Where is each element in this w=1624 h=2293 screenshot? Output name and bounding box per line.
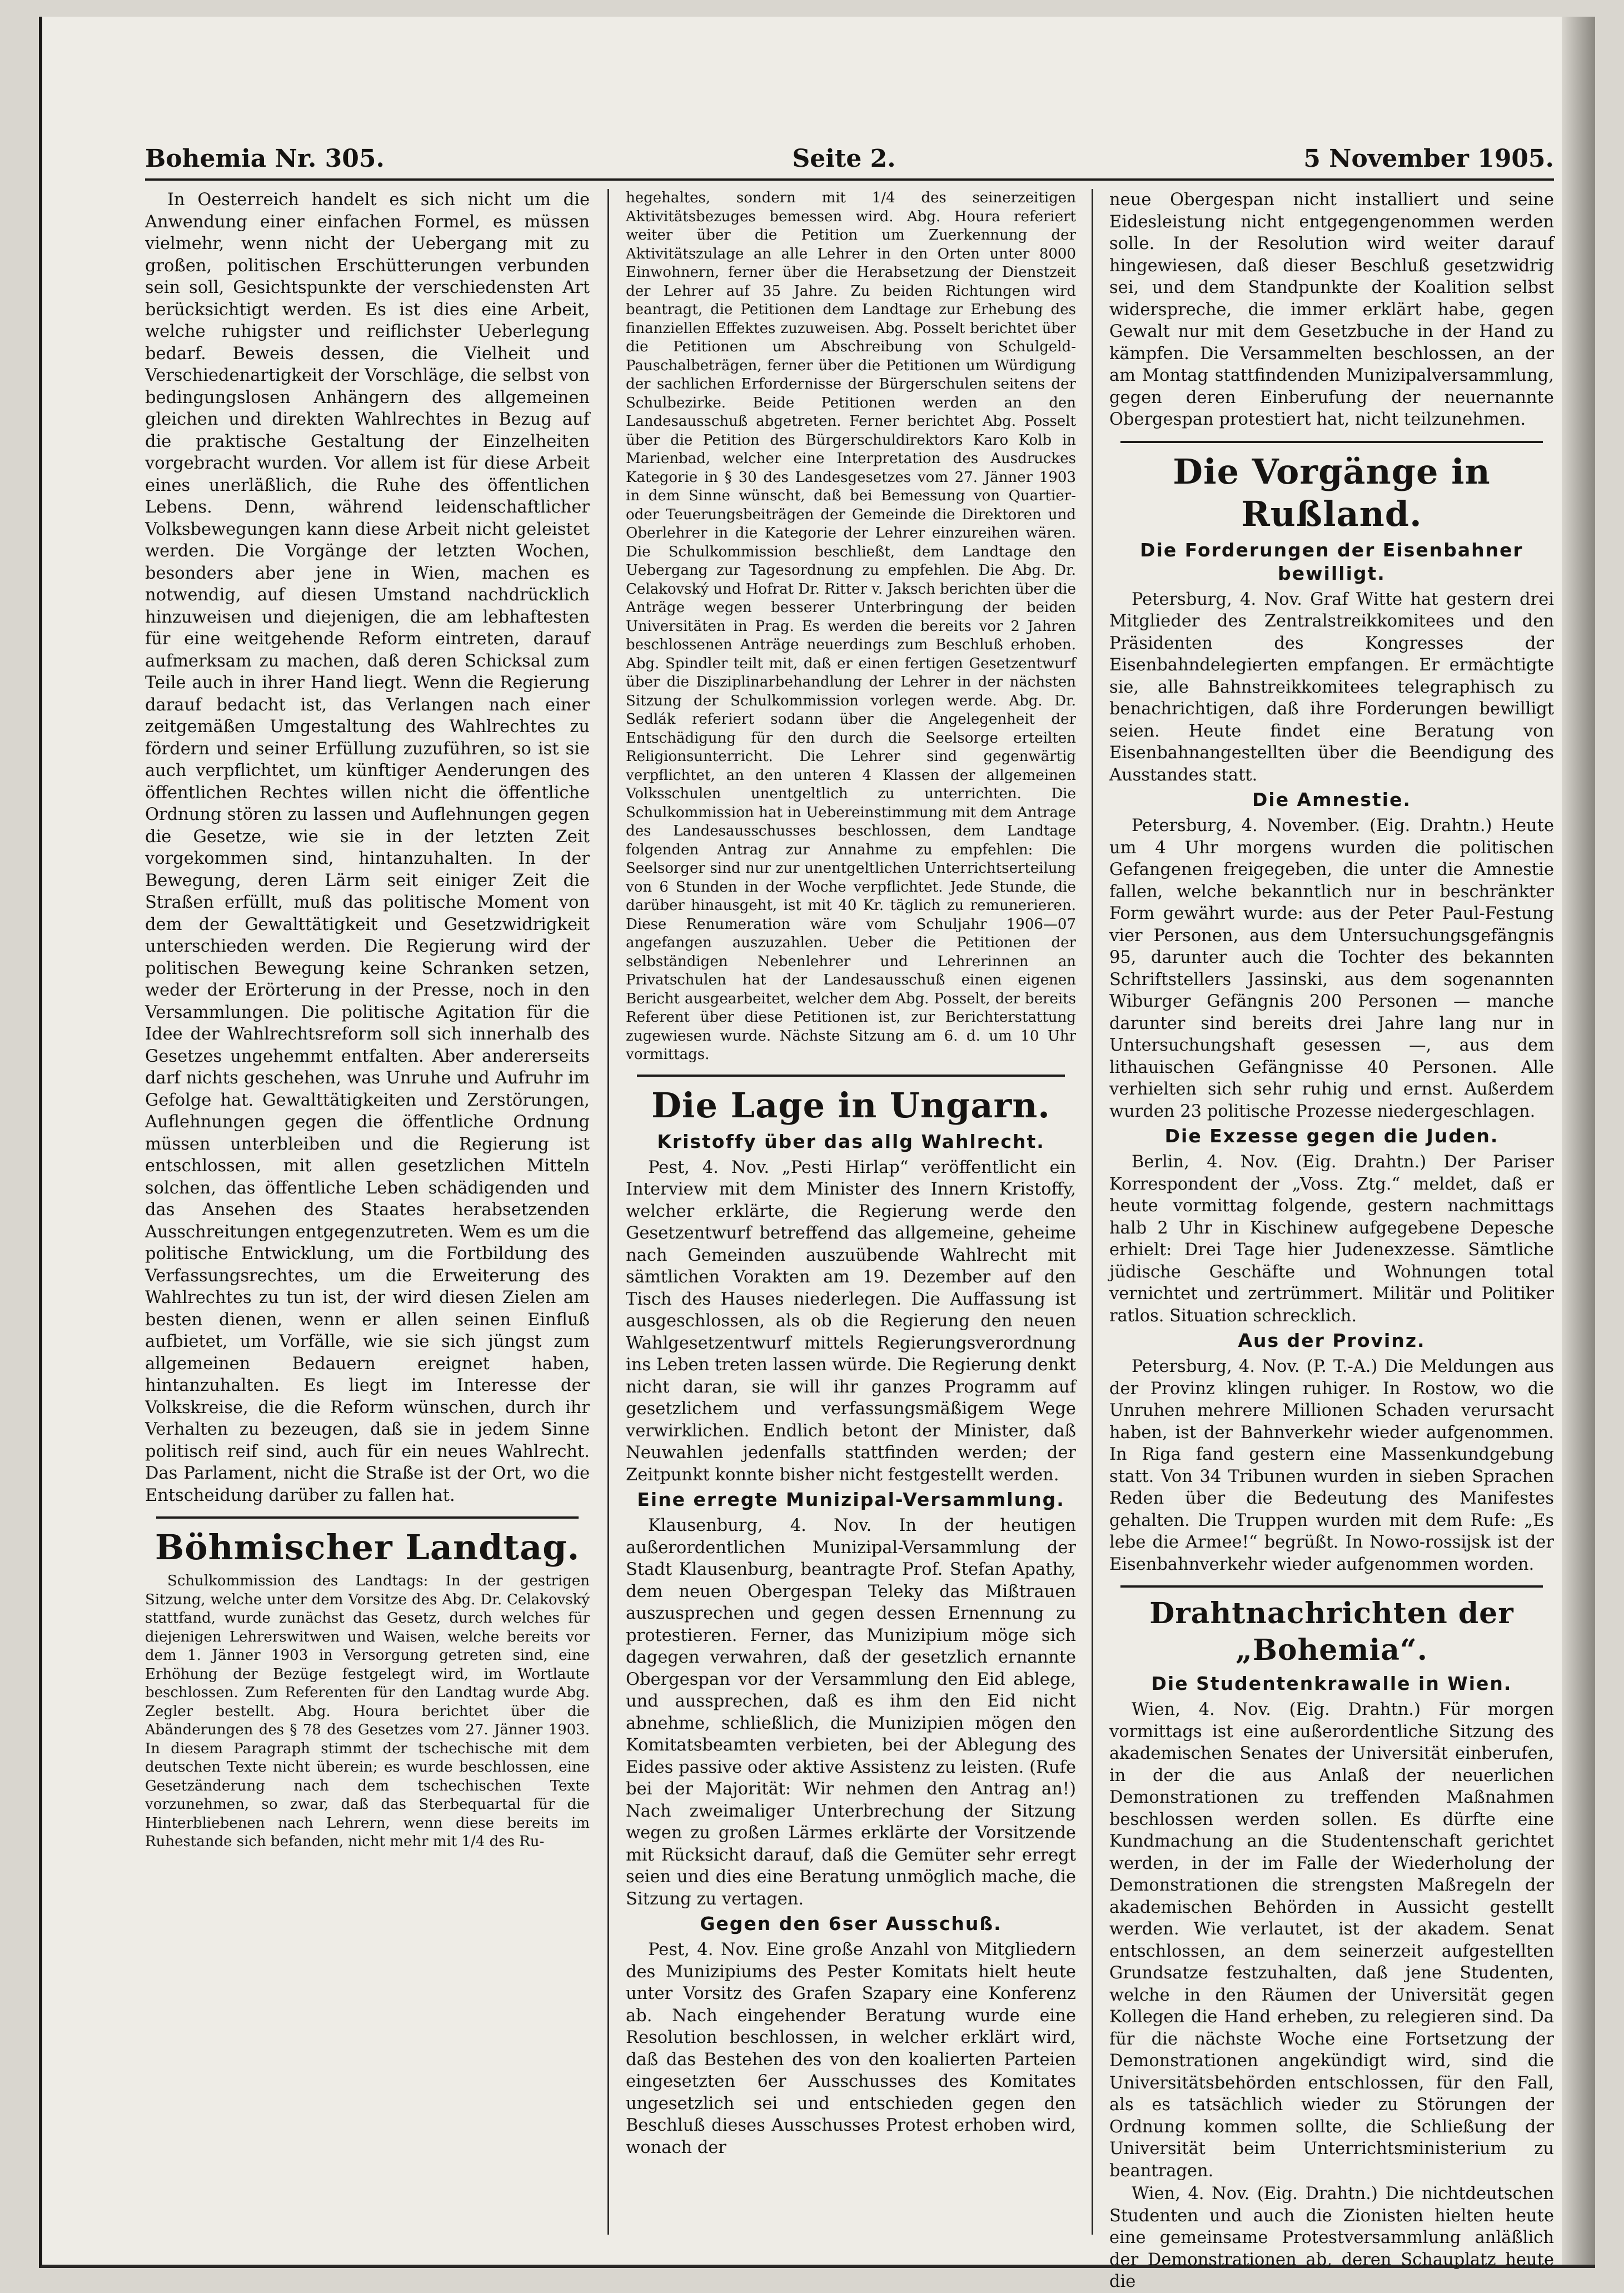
article-studenten-2: Wien, 4. Nov. (Eig. Drahtn.) Die nichtdeutschen Studenten und auch die Zionisten hielten heute eine gemeinsame Protestversammlung anläßlich der Demonstrationen ab, deren Schauplatz heute die xyxy=(1109,2184,1554,2291)
article-studenten-1: Wien, 4. Nov. (Eig. Drahtn.) Für morgen vormittags ist eine außerordentliche Sitzung des akademischen Senates der Universität einberufen, in der die aus Anlaß der neuerlichen Demonstrationen zu treffenden Maßnahmen beschlossen werden sollen. Es dürfte eine Kundmachung an die Studentenschaft gerichtet werden, in der im Falle der Wiederholung der Demonstrationen die strengsten Maßregeln der akademischen Behörden in Aussicht gestellt werden. Wie verlautet, ist der akadem. Senat entschlossen, an dem seinerzeit aufgestellten Grundsatze festzuhalten, daß jene Studenten, welche in den Räumen der Universität gegen Kollegen die Hand erheben, zu relegieren sind. Da für die nächste Woche eine Fortsetzung der Demonstrationen angekündigt wird, sind die Universitätsbehörden entschlossen, für den Fall, als es tatsächlich wieder zu Störungen der Ordnung kommen sollte, die Schließung der Universität beim Unterrichtsministerium zu beantragen. xyxy=(1109,1700,1554,2181)
section-divider xyxy=(156,1516,579,1519)
subhead-kristoffy: Kristoffy über das allg Wahlrecht. xyxy=(657,1130,1045,1152)
newspaper-page xyxy=(39,17,1595,2291)
article-landtag: Schulkommission des Landtags: In der gestrigen Sitzung, welche unter dem Vorsitze des Abg. Dr. Celakovský stattfand, wurde zunächst das Gesetz, durch welches für diejenigen Lehrerswitwen und Waisen, welche bereits vor dem 1. Jänner 1903 in Versorgung getreten sind, eine Erhöhung der Bezüge festgelegt wird, im Wortlaute beschlossen. Zum Referenten für den Landtag wurde Abg. Zegler bestellt. Abg. Houra berichtet über die Abänderungen des § 78 des Gesetzes vom 27. Jänner 1903. In diesem Paragraph stimmt der tschechische mit dem deutschen Texte nicht überein; es wurde beschlossen, eine Gesetzänderung nach dem tschechischen Texte vorzunehmen, so zwar, daß das Sterbequartal für die Hinterbliebenen nach Lehrern, wenn diese bereits im Ruhestande sich befanden, nicht mehr mit 1/4 des Ru- xyxy=(145,1573,590,1850)
subhead-provinz: Aus der Provinz. xyxy=(1238,1330,1426,1351)
article-ausschuss-continued: neue Obergespan nicht installiert und seine Eidesleistung nicht entgegengenommen werden solle. In der Resolution wird weiter darauf hingewiesen, daß dieser Beschluß gesetzwidrig sei, und dem Standpunkte der Koalition selbst widerspreche, die immer erklärt habe, gegen Gewalt nur mit dem Gesetzbuche in der Hand zu kämpfen. Die Versammelten beschlossen, an der am Montag stattfindenden Munizipalversammlung, gegen deren Einberufung der neuernannte Obergespan protestiert hat, nicht teilzunehmen. xyxy=(1109,190,1554,429)
article-landtag-continued: hegehaltes, sondern mit 1/4 des seinerzeitigen Aktivitätsbezuges bemessen wird. Abg. Houra referiert weiter über die Petition um Zuerkennung der Aktivitätszulage an alle Lehrer in den Orten unter 8000 Einwohnern, ferner über die Herabsetzung der Dienstzeit der Lehrer auf 35 Jahre. Zu beiden Richtungen wird beantragt, die Petitionen dem Landtage zur Erhebung des finanziellen Effektes zuzuweisen. Abg. Posselt berichtet über die Petitionen um Abschreibung von Schulgeld-Pauschalbeträgen, ferner über die Petitionen um Würdigung der sachlichen Erfordernisse der Bürgerschulen seitens der Schulbezirke. Beide Petitionen werden an den Landesausschuß abgetreten. Ferner berichtet Abg. Posselt über die Petition des Bürgerschuldirektors Karo Kolb in Marienbad, welcher eine Interpretation des Ausdruckes Kategorie in § 30 des Landesgesetzes vom 27. Jänner 1903 in dem Sinne wünscht, daß bei Bemessung von Quartier- oder Teuerungsbeiträgen der Gemeinde die Direktoren und Oberlehrer in die Kategorie der Lehrer einzureihen wären. Die Schulkommission beschließt, dem Landtage den Uebergang zur Tagesordnung zu empfehlen. Die Abg. Dr. Celakovský und Hofrat Dr. Ritter v. Jaksch berichten über die Anträge wegen besserer Unterbringung der beiden Universitäten in Prag. Es werden die bereits vor 2 Jahren beschlossenen Anträge neuerdings zum Beschluß erhoben. Abg. Spindler teilt mit, daß er einen fertigen Gesetzentwurf über die Disziplinarbehandlung der Lehrer in der nächsten Sitzung der Schulkommission vorlegen werde. Abg. Dr. Sedlák referiert sodann über die Angelegenheit der Entschädigung für den durch die Seelsorge erteilten Religionsunterricht. Die Lehrer sind gegenwärtig verpflichtet, an den unteren 4 Klassen der allgemeinen Volksschulen unentgeltlich zu unterrichten. Die Schulkommission hat in Uebereinstimmung mit dem Antrage des Landesausschusses beschlossen, dem Landtage folgenden Antrag zur Annahme zu empfehlen: Die Seelsorger sind nur zur unentgeltlichen Unterrichtserteilung von 6 Stunden in der Woche verpflichtet. Jede Stunde, die darüber hinausgeht, ist mit 40 Kr. täglich zu remunerieren. Diese Renumeration wäre vom Schuljahr 1906—07 angefangen auszuzahlen. Ueber die Petitionen der selbständigen Nebenlehrer und Lehrerinnen an Privatschulen hat der Landesausschuß einen eigenen Bericht ausgearbeitet, welcher dem Abg. Posselt, der bereits Referent über diese Petitionen ist, zur Berichterstattung zugewiesen wurde. Nächste Sitzung am 6. d. um 10 Uhr vormittags. xyxy=(626,190,1076,1063)
section-divider xyxy=(1120,1585,1543,1588)
column-1 xyxy=(145,189,590,2235)
article-eisenbahner: Petersburg, 4. Nov. Graf Witte hat gestern drei Mitglieder des Zentralstreikkomitees und den Präsidenten des Kongresses der Eisenbahndelegierten empfangen. Er ermächtigte sie, alle Bahnstreikkomitees telegraphisch zu benachrichtigen, daß ihre Forderungen bewilligt seien. Heute findet eine Beratung von Eisenbahnangestellten über die Beendigung des Ausstandes statt. xyxy=(1109,589,1554,785)
header-date: 5 November 1905. xyxy=(1303,145,1554,173)
section-divider xyxy=(637,1075,1065,1077)
column-2 xyxy=(626,189,1076,2235)
headline-landtag: Böhmischer Landtag. xyxy=(155,1527,580,1568)
subhead-amnestie: Die Amnestie. xyxy=(1252,789,1412,810)
column-rule xyxy=(607,189,609,2235)
headline-drahtnachrichten: Drahtnachrichten der „Bohemia“. xyxy=(1149,1596,1514,1667)
page-header xyxy=(145,136,1554,181)
section-divider xyxy=(1120,441,1543,443)
subhead-ausschuss: Gegen den 6ser Ausschuß. xyxy=(700,1913,1002,1934)
article-munizipal: Klausenburg, 4. Nov. In der heutigen außerordentlichen Munizipal-Versammlung der Stadt Klausenburg, beantragte Prof. Stefan Apathy, dem neuen Obergespan Teleky das Mißtrauen auszusprechen und gegen dessen Ernennung zu protestieren. Ferner, das Munizipium möge sich dagegen verwahren, daß der gesetzlich ernannte Obergespan vor der Versammlung den Eid ablege, und aussprechen, daß es ihm den Eid nicht abnehme, schließlich, die Munizipien mögen den Komitatsbeamten verbieten, bei der Ablegung des Eides passive oder aktive Assistenz zu leisten. (Rufe bei der Majorität: Wir nehmen den Antrag an!) Nach zweimaliger Unterbrechung der Sitzung wegen zu großen Lärmes erklärte der Vorsitzende mit Rücksicht darauf, daß die Gemüter sehr erregt seien und dies eine Beratung unmöglich mache, die Sitzung zu vertagen. xyxy=(626,1516,1076,1909)
subhead-studentenkrawalle: Die Studentenkrawalle in Wien. xyxy=(1151,1673,1512,1694)
header-page-number: Seite 2. xyxy=(792,145,896,173)
headline-ungarn: Die Lage in Ungarn. xyxy=(651,1085,1050,1126)
subhead-eisenbahner: Die Forderungen der Eisenbahner bewilligt. xyxy=(1140,539,1523,584)
subhead-juden: Die Exzesse gegen die Juden. xyxy=(1164,1125,1499,1147)
article-continuation: In Oesterreich handelt es sich nicht um die Anwendung einer einfachen Formel, es müssen vielmehr, wenn nicht der Uebergang mit zu großen, politischen Erschütterungen verbunden sein soll, Gesichtspunkte der verschiedensten Art berücksichtigt werden. Es ist dies eine Arbeit, welche ruhigster und reiflichster Ueberlegung bedarf. Beweis dessen, die Vielheit und Verschiedenartigkeit der Vorschläge, die selbst von bedingungslosen Anhängern des allgemeinen gleichen und direkten Wahlrechtes in Bezug auf die praktische Gestaltung der Einzelheiten vorgebracht wurden. Vor allem ist für diese Arbeit eines unerläßlich, die Ruhe des öffentlichen Lebens. Denn, während leidenschaftlicher Volksbewegungen kann diese Arbeit nicht geleistet werden. Die Vorgänge der letzten Wochen, besonders aber jene in Wien, machen es notwendig, auf diesen Umstand nachdrücklich hinzuweisen und diejenigen, die am lebhaftesten für eine weitgehende Reform eintreten, darauf aufmerksam zu machen, daß deren Schicksal zum Teile auch in ihrer Hand liegt. Wenn die Regierung darauf bedacht ist, das Verlangen nach einer zeitgemäßen Umgestaltung des Wahlrechtes zu fördern und seiner Erfüllung zuzuführen, so ist sie auch verpflichtet, um künftiger Aenderungen des öffentlichen Rechtes willen nicht die öffentliche Ordnung stören zu lassen und Auflehnungen gegen die Gesetze, wie sie in der letzten Zeit vorgekommen sind, hintanzuhalten. In der Bewegung, deren Lärm seit einiger Zeit die Straßen erfüllt, muß das politische Moment von dem der Gewalttätigkeit und Gesetzwidrigkeit unterschieden werden. Die Regierung wird der politischen Bewegung keine Schranken setzen, weder der Erörterung in der Presse, noch in den Versammlungen. Die politische Agitation für die Idee der Wahlrechtsreform soll sich innerhalb des Gesetzes ungehemmt entfalten. Aber andererseits darf nichts geschehen, was Unruhe und Aufruhr im Gefolge hat. Gewalttätigkeiten und Zerstörungen, Auflehnungen gegen die öffentliche Ordnung müssen unterbleiben und die Regierung ist entschlossen, mit allen gesetzlichen Mitteln solchen, das öffentliche Leben schädigenden und das Ansehen des Staates herabsetzenden Ausschreitungen entgegenzutreten. Wem es um die politische Entwicklung, um die Fortbildung des Verfassungsrechtes, um die Erweiterung des Wahlrechtes zu tun ist, der wird diesen Zielen am besten dienen, wenn er allen seinen Einfluß aufbietet, um Vorfälle, wie sie sich jüngst zum allgemeinen Bedauern ereignet haben, hintanzuhalten. Es liegt im Interesse der Volkskreise, die die Reform wünschen, durch ihr Verhalten zu bezeugen, daß sie in jedem Sinne politisch reif sind, auch für ein neues Wahlrecht. Das Parlament, nicht die Straße ist der Ort, wo die Entscheidung darüber zu fallen hat. xyxy=(145,190,590,1505)
article-juden: Berlin, 4. Nov. (Eig. Drahtn.) Der Pariser Korrespondent der „Voss. Ztg.“ meldet, daß er heute vormittag folgende, gestern nachmittags halb 2 Uhr in Kischinew aufgegebene Depesche erhielt: Drei Tage hier Judenexzesse. Sämtliche jüdische Geschäfte und Wohnungen total vernichtet und zertrümmert. Militär und Politiker ratlos. Situation schrecklich. xyxy=(1109,1152,1554,1326)
article-provinz: Petersburg, 4. Nov. (P. T.-A.) Die Meldungen aus der Provinz klingen ruhiger. In Rostow, wo die Unruhen mehrere Millionen Schaden verursacht haben, ist der Bahnverkehr wieder aufgenommen. In Riga fand gestern eine Massenkundgebung statt. Von 34 Tribunen wurden in sieben Sprachen Reden über die Bedeutung des Manifestes gehalten. Die Truppen wurden mit dem Rufe: „Es lebe die Armee!“ begrüßt. In Nowo-rossijsk ist der Eisenbahnverkehr wieder aufgenommen worden. xyxy=(1109,1357,1554,1574)
header-masthead: Bohemia Nr. 305. xyxy=(145,145,385,173)
column-3 xyxy=(1109,189,1554,2291)
column-rule xyxy=(1092,189,1093,2235)
columns xyxy=(145,189,1554,2291)
article-ausschuss: Pest, 4. Nov. Eine große Anzahl von Mitgliedern des Munizipiums des Pester Komitats hielt heute unter Vorsitz des Grafen Szapary eine Konferenz ab. Nach eingehender Beratung wurde eine Resolution beschlossen, in welcher erklärt wird, daß das Bestehen des von den koalierten Parteien eingesetzten 6er Ausschusses des Komitates ungesetzlich sei und entschieden gegen den Beschluß dieses Ausschusses Protest erhoben wird, wonach der xyxy=(626,1940,1076,2157)
article-ungarn: Pest, 4. Nov. „Pesti Hirlap“ veröffentlicht ein Interview mit dem Minister des Innern Kristoffy, welcher erklärte, die Regierung werde den Gesetzentwurf betreffend das allgemeine, geheime nach Gemeinden auszuübende Wahlrecht mit sämtlichen Vorakten am 19. Dezember auf den Tisch des Hauses niederlegen. Die Auffassung ist ausgeschlossen, als ob die Regierung den neuen Wahlgesetzentwurf mittels Regierungsverordnung ins Leben treten lassen würde. Die Regierung denkt nicht daran, sie will ihr ganzes Programm auf gesetzlichem und verfassungsmäßigem Wege verwirklichen. Endlich betont der Minister, daß Neuwahlen jedenfalls stattfinden werden; der Zeitpunkt konnte bisher nicht festgestellt werden. xyxy=(626,1157,1076,1485)
scan-edge xyxy=(1562,17,1595,2265)
article-amnestie: Petersburg, 4. November. (Eig. Drahtn.) Heute um 4 Uhr morgens wurden die politischen Gefangenen freigegeben, die unter die Amnestie fallen, welche bekanntlich nur in beschränkter Form gewährt wurde: aus der Peter Paul-Festung vier Personen, aus dem Untersuchungsgefängnis 95, darunter auch die Tochter des bekannten Schriftstellers Jassinski, aus dem sogenannten Wiburger Gefängnis 200 Personen — manche darunter sind bereits drei Jahre lang nur in Untersuchungshaft gesessen —, aus dem lithauischen Gefängnisse 40 Personen. Alle verhielten sich sehr ruhig und ernst. Außerdem wurden 23 politische Prozesse niedergeschlagen. xyxy=(1109,816,1554,1121)
subhead-munizipal: Eine erregte Munizipal-Versammlung. xyxy=(637,1489,1065,1510)
headline-russland: Die Vorgänge in Rußland. xyxy=(1173,451,1491,534)
